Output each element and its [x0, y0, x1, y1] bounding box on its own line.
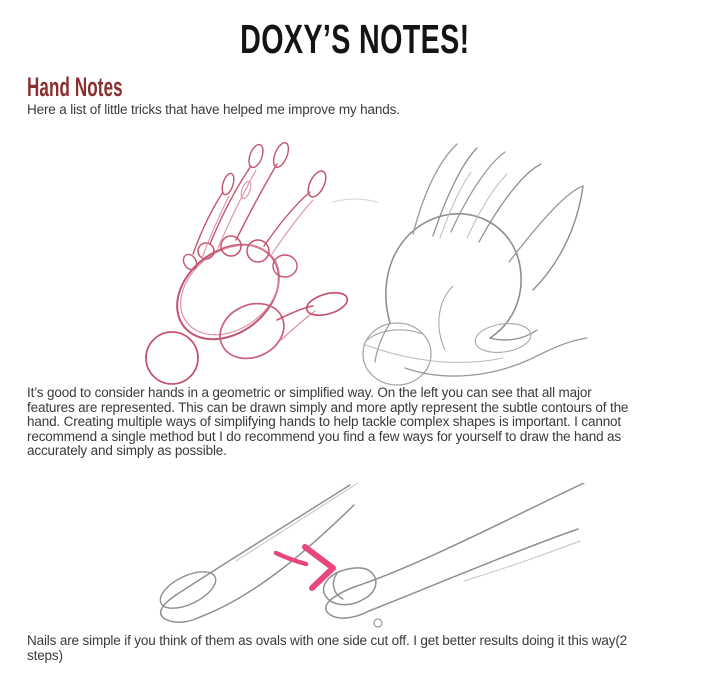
paragraph-line: hand. Creating multiple ways of simplifying hands to help tackle complex shapes is important. I cannot: [27, 414, 622, 430]
body-paragraph: [27, 634, 627, 663]
intro-text: Here a list of little tricks that have helped me improve my hands.: [27, 102, 400, 117]
finger-before-sketch: [155, 483, 358, 622]
paragraph-line: accurately and simply as possible.: [27, 443, 227, 459]
pink-hand-sketch: [146, 141, 350, 384]
body-paragraph: [27, 386, 628, 459]
paragraph-line: steps): [27, 647, 63, 663]
section-heading: Hand Notes: [27, 72, 123, 102]
nail-steps-figure: [128, 483, 588, 628]
paragraph-line: features are represented. This can be drawn simply and more aptly represent the subtle contours of the: [27, 399, 629, 415]
hand-construction-figure: [105, 138, 605, 388]
paragraph-line: recommend a single method but I do recommend you find a few ways for yourself to draw the hand as: [27, 428, 622, 444]
paragraph-line: Nails are simple if you think of them as ovals with one side cut off. I get better results doing it this way(2: [27, 633, 628, 648]
page-title: DOXY’S NOTES!: [240, 16, 470, 62]
paragraph-line: It’s good to consider hands in a geometric or simplified way. On the left you can see that all major: [27, 385, 592, 400]
gray-hand-sketch: [333, 144, 587, 385]
finger-after-sketch: [324, 483, 584, 627]
page-title-row: [0, 16, 710, 63]
